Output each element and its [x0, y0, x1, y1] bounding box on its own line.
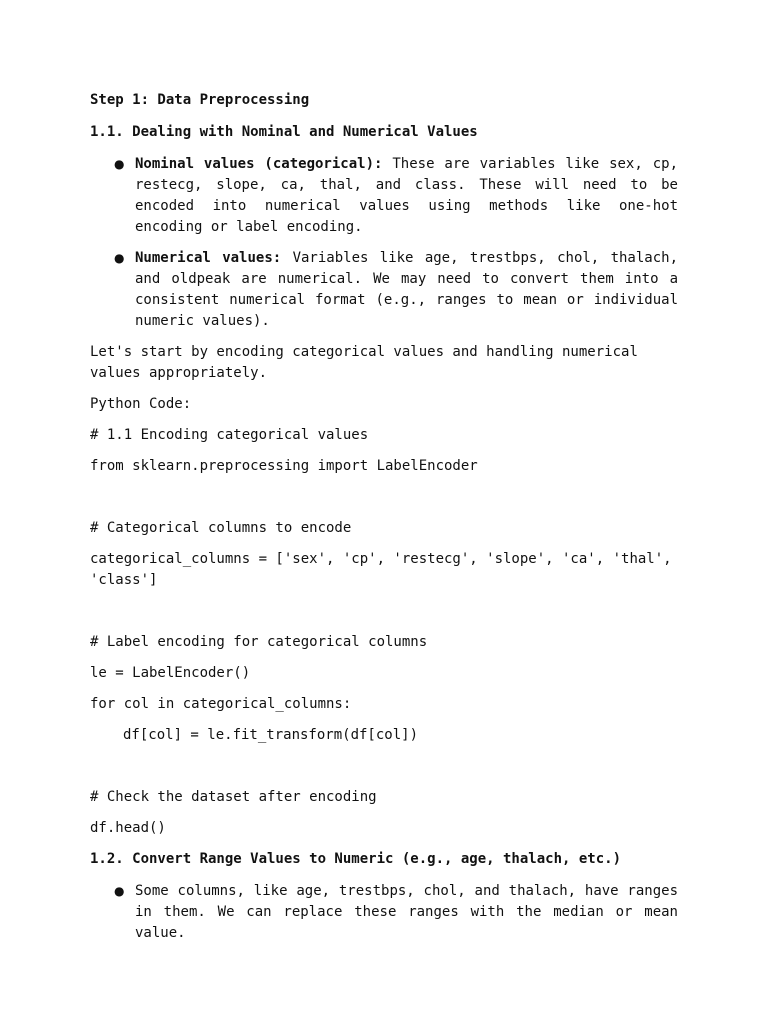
code-line: le = LabelEncoder(): [90, 665, 251, 681]
section-1-2-bullets: [90, 881, 678, 944]
list-item: [90, 154, 678, 238]
bullet-term: Nominal values (categorical):: [135, 156, 383, 172]
list-item: [90, 248, 678, 332]
code-label: Python Code:: [90, 396, 192, 412]
code-line: for col in categorical_columns:: [90, 696, 352, 712]
code-line: categorical_columns = ['sex', 'cp', 'restecg', 'slope', 'ca', 'thal', 'class']: [90, 551, 672, 588]
step-title: Step 1: Data Preprocessing: [90, 92, 310, 108]
section-1-2-title: 1.2. Convert Range Values to Numeric (e.g., age, thalach, etc.): [90, 851, 622, 867]
intro-paragraph: Let's start by encoding categorical values and handling numerical values appropriately.: [90, 344, 638, 381]
section-1-1-bullets: [90, 154, 678, 332]
blank-line: [90, 487, 678, 518]
code-line: df.head(): [90, 820, 166, 836]
bullet-term: Numerical values:: [135, 250, 282, 266]
code-comment: # 1.1 Encoding categorical values: [90, 427, 369, 443]
code-line: df[col] = le.fit_transform(df[col]): [123, 727, 419, 743]
bullet-icon: ●: [114, 251, 125, 265]
code-line: from sklearn.preprocessing import LabelEncoder: [90, 458, 478, 474]
code-comment: # Categorical columns to encode: [90, 520, 352, 536]
bullet-text: Some columns, like age, trestbps, chol, and thalach, have ranges in them. We can replace these ranges with the median or mean value.: [135, 883, 678, 941]
bullet-icon: ●: [114, 157, 125, 171]
code-comment: # Label encoding for categorical columns: [90, 634, 428, 650]
document-page: [90, 90, 678, 954]
blank-line: [90, 601, 678, 632]
blank-line: [90, 756, 678, 787]
bullet-icon: ●: [114, 884, 125, 898]
section-1-1-title: 1.1. Dealing with Nominal and Numerical Values: [90, 124, 478, 140]
code-comment: # Check the dataset after encoding: [90, 789, 377, 805]
bullet-text: These are variables like sex, cp, restecg, slope, ca, thal, and class. These will need to be encoded into numerical values using methods like one-hot encoding or label encoding.: [135, 156, 679, 235]
bullet-text: Variables like age, trestbps, chol, thalach, and oldpeak are numerical. We may need to convert them into a consistent numerical format (e.g., ranges to mean or individual numeric values).: [135, 250, 679, 329]
list-item: [90, 881, 678, 944]
